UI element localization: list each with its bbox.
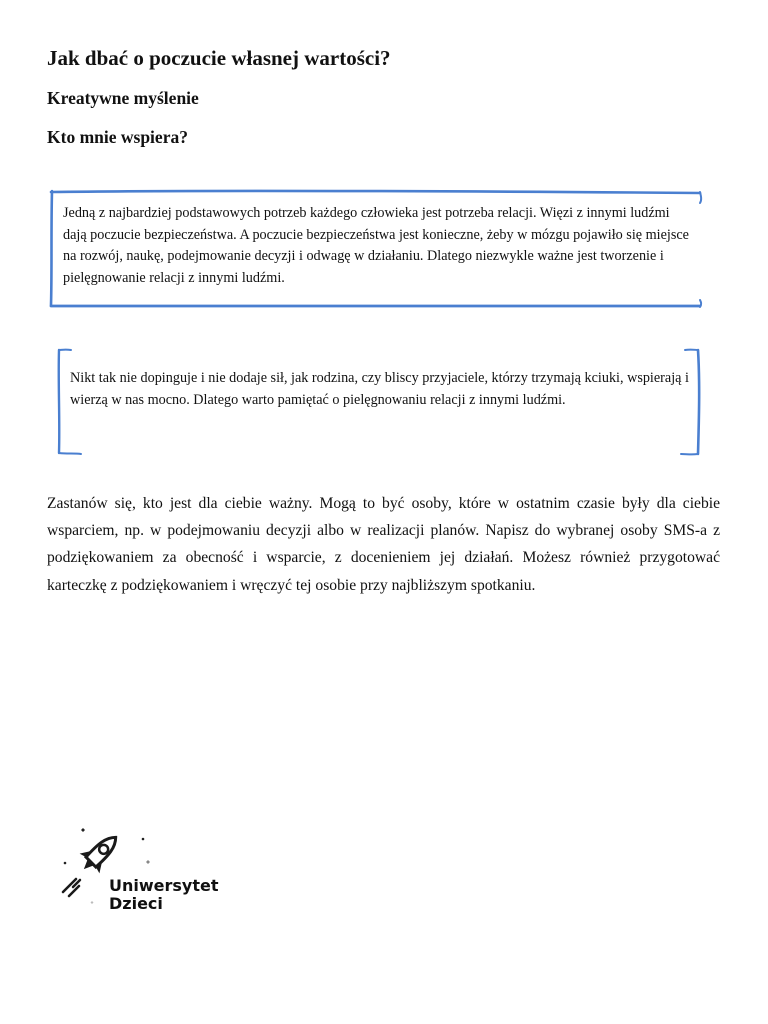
section-heading-creative-thinking: Kreatywne myślenie <box>47 88 199 108</box>
info-box-family-friends <box>57 348 701 456</box>
logo-wordmark <box>109 877 219 913</box>
info-box-text: Nikt tak nie dopinguje i nie dodaje sił, jak rodzina, czy bliscy przyjaciele, którzy trzymają kciuki, wspierają i wierzą w nas mocno. Dlatego warto pamiętać o pielęgnowaniu relacji z innymi ludźmi. <box>70 370 689 408</box>
section-heading-who-supports-me: Kto mnie wspiera? <box>47 127 188 147</box>
info-box-relations <box>50 190 702 308</box>
info-box-text: Jedną z najbardziej podstawowych potrzeb każdego człowieka jest potrzeba relacji. Więzi z innymi ludźmi dają poczucie bezpieczeństwa. A poczucie bezpieczeństwa jest konieczne, żeby w mózgu pojawiło się miejsce na rozwój, naukę, podejmowanie decyzji i odwagę w działaniu. Dlatego niezwykle ważne jest tworzenie i pielęgnowanie relacji z innymi ludźmi. <box>63 205 689 286</box>
logo-line-1: Uniwersytet <box>109 876 219 895</box>
task-paragraph: Zastanów się, kto jest dla ciebie ważny. Mogą to być osoby, które w ostatnim czasie były dla ciebie wsparciem, np. w podejmowaniu decyzji albo w realizacji planów. Napisz do wybranej osoby SMS-a z podziękowaniem za obecność i wsparcie, z docenieniem jej działań. Możesz również przygotować karteczkę z podziękowaniem i wręczyć tej osobie przy najbliższym spotkaniu. <box>47 495 720 594</box>
logo-line-2: Dzieci <box>109 894 163 913</box>
uniwersytet-dzieci-logo <box>58 825 219 920</box>
page-title: Jak dbać o poczucie własnej wartości? <box>47 46 391 70</box>
